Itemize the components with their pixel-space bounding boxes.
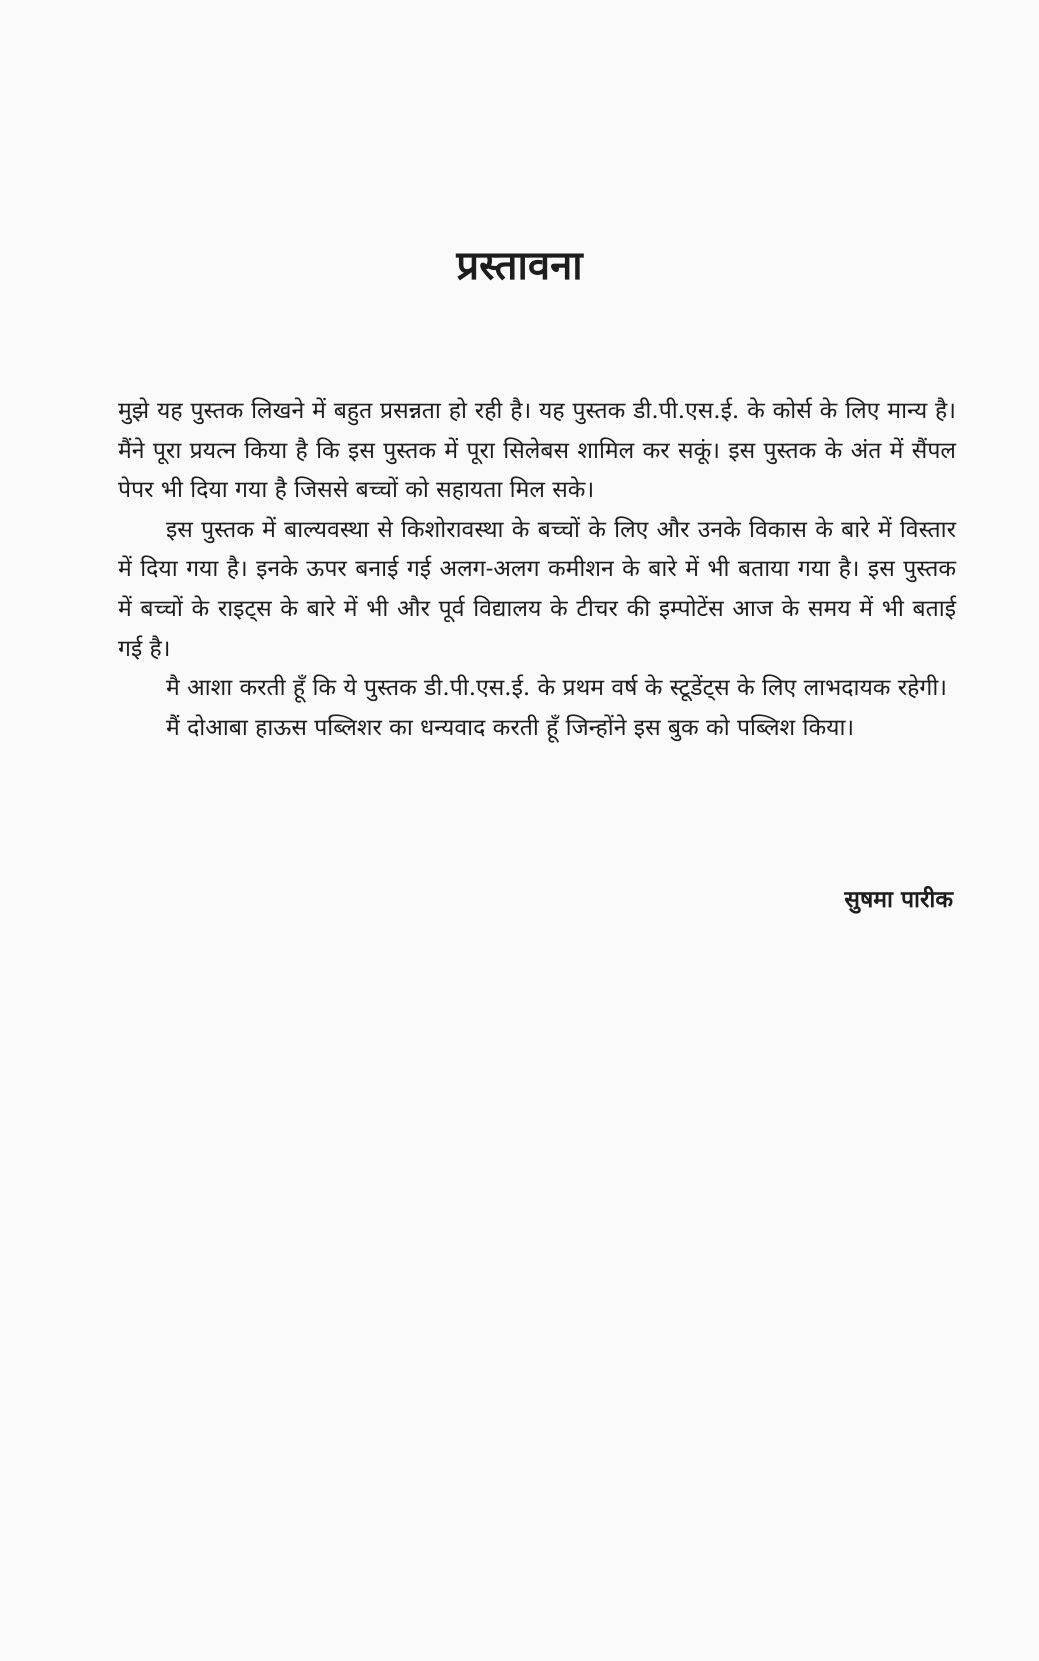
paragraph-2: इस पुस्तक में बाल्यवस्था से किशोरावस्था के बच्चों के लिए और उनके विकास के बारे में विस्तार में दिया गया है। इनके ऊपर बनाई गई अलग-अलग कमीशन के बारे में भी बताया गया है। इस पुस्तक में बच्चों के राइट्स के बारे में भी और पूर्व विद्यालय के टीचर की इम्पोटेंस आज के समय में भी बताई गई है।: [118, 516, 956, 662]
preface-body: [118, 392, 956, 748]
page-title: प्रस्तावना: [456, 243, 583, 289]
paragraph-3: मै आशा करती हूँ कि ये पुस्तक डी.पी.एस.ई. के प्रथम वर्ष के स्टूडेंट्स के लिए लाभदायक रहेगी।: [166, 675, 948, 702]
paragraph-1: मुझे यह पुस्तक लिखने में बहुत प्रसन्नता हो रही है। यह पुस्तक डी.पी.एस.ई. के कोर्स के लिए मान्य है। मैंने पूरा प्रयत्न किया है कि इस पुस्तक में पूरा सिलेबस शामिल कर सकूं। इस पुस्तक के अंत में सैंपल पेपर भी दिया गया है जिससे बच्चों को सहायता मिल सके।: [118, 398, 956, 504]
paragraph-4: मैं दोआबा हाऊस पब्लिशर का धन्यवाद करती हूँ जिन्होंने इस बुक को पब्लिश किया।: [166, 714, 855, 741]
author-signature: सुषमा पारीक: [844, 887, 953, 913]
